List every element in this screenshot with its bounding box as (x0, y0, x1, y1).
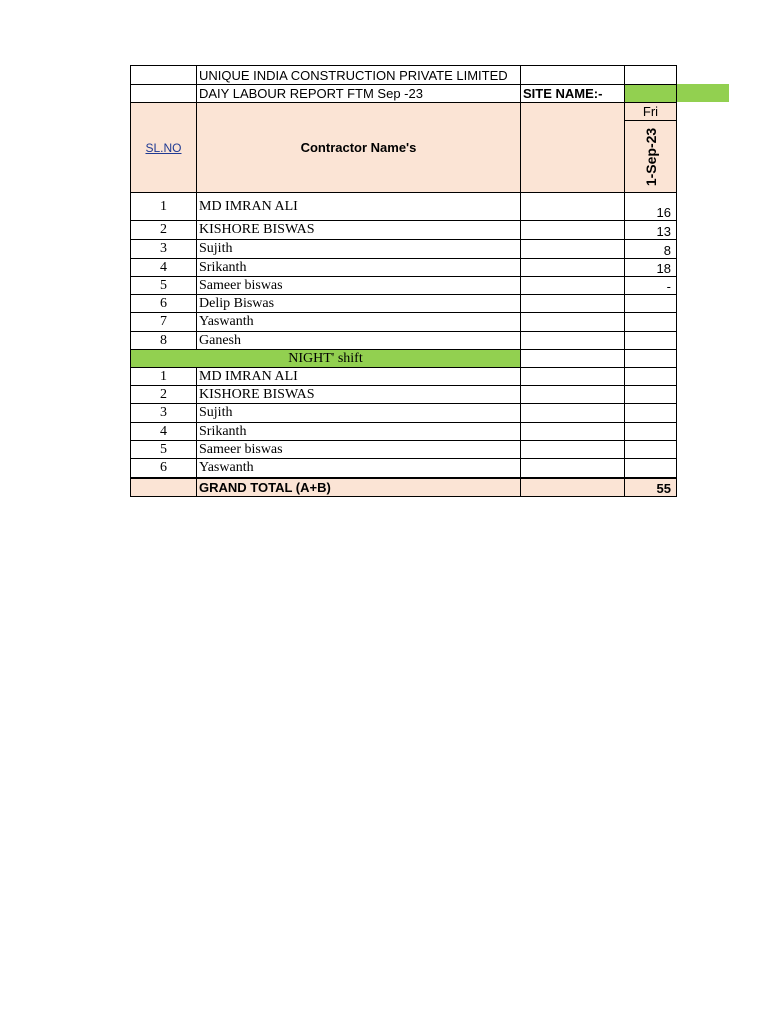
labour-count (624, 458, 677, 478)
contractor-name: Srikanth (196, 258, 521, 277)
row-number: 5 (130, 440, 197, 459)
extra-cell (520, 440, 625, 459)
extra-cell (520, 458, 625, 478)
contractor-name: KISHORE BISWAS (196, 220, 521, 240)
extra-cell (520, 331, 625, 350)
row-number: 7 (130, 312, 197, 332)
row-number: 1 (130, 192, 197, 221)
contractor-name: MD IMRAN ALI (196, 367, 521, 386)
grand-total-label: GRAND TOTAL (A+B) (196, 478, 521, 497)
contractor-name: Sameer biswas (196, 276, 521, 295)
extra-cell (520, 367, 625, 386)
grand-total-extra-cell (520, 478, 625, 497)
extra-cell (520, 192, 625, 221)
row-number: 2 (130, 385, 197, 404)
labour-count: 13 (624, 220, 677, 240)
date-header (624, 120, 677, 193)
grand-total-slno-cell (130, 478, 197, 497)
slno-header (130, 102, 197, 193)
row-number: 6 (130, 294, 197, 313)
night-label-count-cell (624, 349, 677, 368)
contractor-name: Delip Biswas (196, 294, 521, 313)
header-empty-slno-1 (130, 65, 197, 85)
contractor-name: MD IMRAN ALI (196, 192, 521, 221)
extra-cell (520, 403, 625, 423)
row-number: 3 (130, 403, 197, 423)
row-number: 6 (130, 458, 197, 478)
company-name: UNIQUE INDIA CONSTRUCTION PRIVATE LIMITED (196, 65, 521, 85)
labour-count (624, 403, 677, 423)
contractor-name: Srikanth (196, 422, 521, 441)
contractor-name: KISHORE BISWAS (196, 385, 521, 404)
site-name-label: SITE NAME:- (520, 84, 625, 103)
labour-count (624, 440, 677, 459)
labour-count: 18 (624, 258, 677, 277)
contractor-name: Yaswanth (196, 458, 521, 478)
labour-count (624, 294, 677, 313)
row-number: 1 (130, 367, 197, 386)
extra-cell (520, 276, 625, 295)
labour-count: 8 (624, 239, 677, 259)
header-empty-date-1 (624, 65, 677, 85)
contractor-name: Sameer biswas (196, 440, 521, 459)
labour-count (624, 422, 677, 441)
report-title: DAIY LABOUR REPORT FTM Sep -23 (196, 84, 521, 103)
contractor-name: Sujith (196, 239, 521, 259)
row-number: 8 (130, 331, 197, 350)
labour-count: - (624, 276, 677, 295)
contractor-name: Yaswanth (196, 312, 521, 332)
slno-link[interactable]: SL.NO (145, 140, 182, 155)
grand-total-value: 55 (624, 478, 677, 497)
extra-cell (520, 422, 625, 441)
labour-count (624, 331, 677, 350)
night-label-extra-cell (520, 349, 625, 368)
extra-cell (520, 385, 625, 404)
labour-report-table (130, 65, 677, 497)
contractor-name: Ganesh (196, 331, 521, 350)
labour-count (624, 385, 677, 404)
day-header: Fri (624, 102, 677, 121)
extra-cell (520, 294, 625, 313)
row-number: 4 (130, 422, 197, 441)
extra-cell (520, 239, 625, 259)
date-label: 1-Sep-23 (642, 127, 659, 186)
extra-cell (520, 312, 625, 332)
extra-cell (520, 258, 625, 277)
row-number: 5 (130, 276, 197, 295)
labour-count: 16 (624, 192, 677, 221)
header-empty-slno-2 (130, 84, 197, 103)
night-shift-label: NIGHT' shift (130, 349, 521, 368)
labour-count (624, 312, 677, 332)
contractor-name: Sujith (196, 403, 521, 423)
labour-count (624, 367, 677, 386)
extra-column-header (520, 102, 625, 193)
header-empty-extra-1 (520, 65, 625, 85)
row-number: 4 (130, 258, 197, 277)
row-number: 3 (130, 239, 197, 259)
site-name-value-cell (624, 84, 677, 103)
row-number: 2 (130, 220, 197, 240)
contractor-name-header: Contractor Name's (196, 102, 521, 193)
extra-cell (520, 220, 625, 240)
